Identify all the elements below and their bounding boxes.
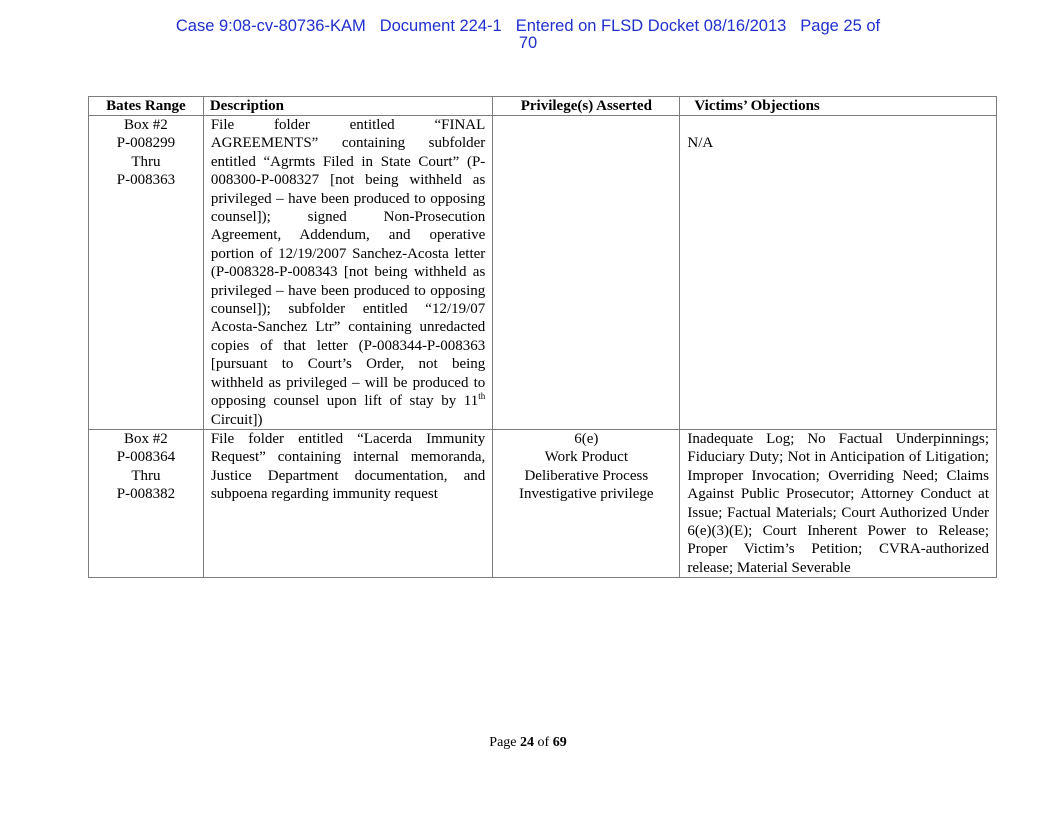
bates-thru: Thru (131, 153, 161, 170)
bates-box: Box #2 (124, 430, 168, 447)
column-header-victims-objections: Victims’ Objections (680, 97, 997, 116)
header-page: Page 25 of (800, 17, 881, 35)
objections-text: N/A (687, 135, 714, 151)
bates-end: P-008382 (116, 486, 176, 503)
footer-total-pages: 69 (552, 735, 567, 750)
bates-box: Box #2 (124, 117, 168, 133)
description-text: File folder entitled “Lacerda Immunity Request” containing internal memoranda, Justice Department documentation, and subpoena regarding immunity request (210, 430, 486, 503)
header-page-total: 70 (518, 34, 538, 52)
bates-thru: Thru (131, 467, 161, 484)
column-header-description: Description (203, 97, 492, 116)
bates-range-cell (89, 429, 204, 577)
table-header-row (89, 97, 997, 116)
footer-page-label: Page (489, 735, 517, 750)
header-document-number: Document 224-1 (379, 17, 502, 35)
privilege-log-table (88, 96, 997, 578)
table-row (89, 429, 997, 577)
column-header-privileges: Privilege(s) Asserted (493, 97, 680, 116)
description-cell (203, 116, 492, 430)
bates-start: P-008299 (116, 135, 176, 152)
privilege-item: Work Product (544, 449, 629, 466)
description-superscript: th (478, 391, 486, 402)
privilege-item: 6(e) (574, 430, 599, 447)
description-text: File folder entitled “FINAL AGREEMENTS” containing subfolder entitled “Agrmts Filed in State Court” (P-008300-P-008327 [not being withheld as privileged – have been produced to opposing counsel]); signed Non-Prosecution Agreement, Addendum, and operative portion of 12/19/2007 Sanchez-Acosta letter (P-008328-P-008343 [not being withheld as privileged – have been produced to opposing counsel]); subfolder entitled “12/19/07 Acosta-Sanchez Ltr” containing unredacted copies of that letter (P-008344-P-008363 [pursuant to Court’s Order, not being withheld as privileged – will be produced to opposing counsel upon lift of stay by 11 (210, 117, 486, 410)
footer-of-label: of (537, 735, 550, 750)
page-header (0, 18, 1056, 52)
column-header-bates-range: Bates Range (89, 97, 204, 116)
privileges-cell (493, 429, 680, 577)
description-cell (203, 429, 492, 577)
privilege-item: Deliberative Process (524, 467, 649, 484)
privileges-cell (493, 116, 680, 430)
bates-start: P-008364 (116, 449, 176, 466)
objections-cell (680, 116, 997, 430)
privilege-item: Investigative privilege (519, 486, 654, 503)
table-row (89, 116, 997, 430)
description-text-end: Circuit]) (210, 411, 263, 428)
bates-range-cell (89, 116, 204, 430)
footer-current-page: 24 (520, 735, 535, 750)
header-docket-entry: Entered on FLSD Docket 08/16/2013 (515, 17, 787, 35)
header-line-1 (0, 18, 1056, 35)
objections-text: Inadequate Log; No Factual Underpinnings; Fiduciary Duty; Not in Anticipation of Litigation; Improper Invocation; Overriding Need; Claims Against Public Prosecutor; Attorney Conduct at Issue; Factual Materials; Court Authorized Under 6(e)(3)(E); Court Inherent Power to Release; Proper Victim’s Petition; CVRA-authorized release; Material Severable (687, 430, 989, 576)
bates-end: P-008363 (116, 172, 176, 189)
header-case-number: Case 9:08-cv-80736-KAM (175, 17, 366, 35)
page-footer (0, 735, 1056, 751)
objections-cell (680, 429, 997, 577)
